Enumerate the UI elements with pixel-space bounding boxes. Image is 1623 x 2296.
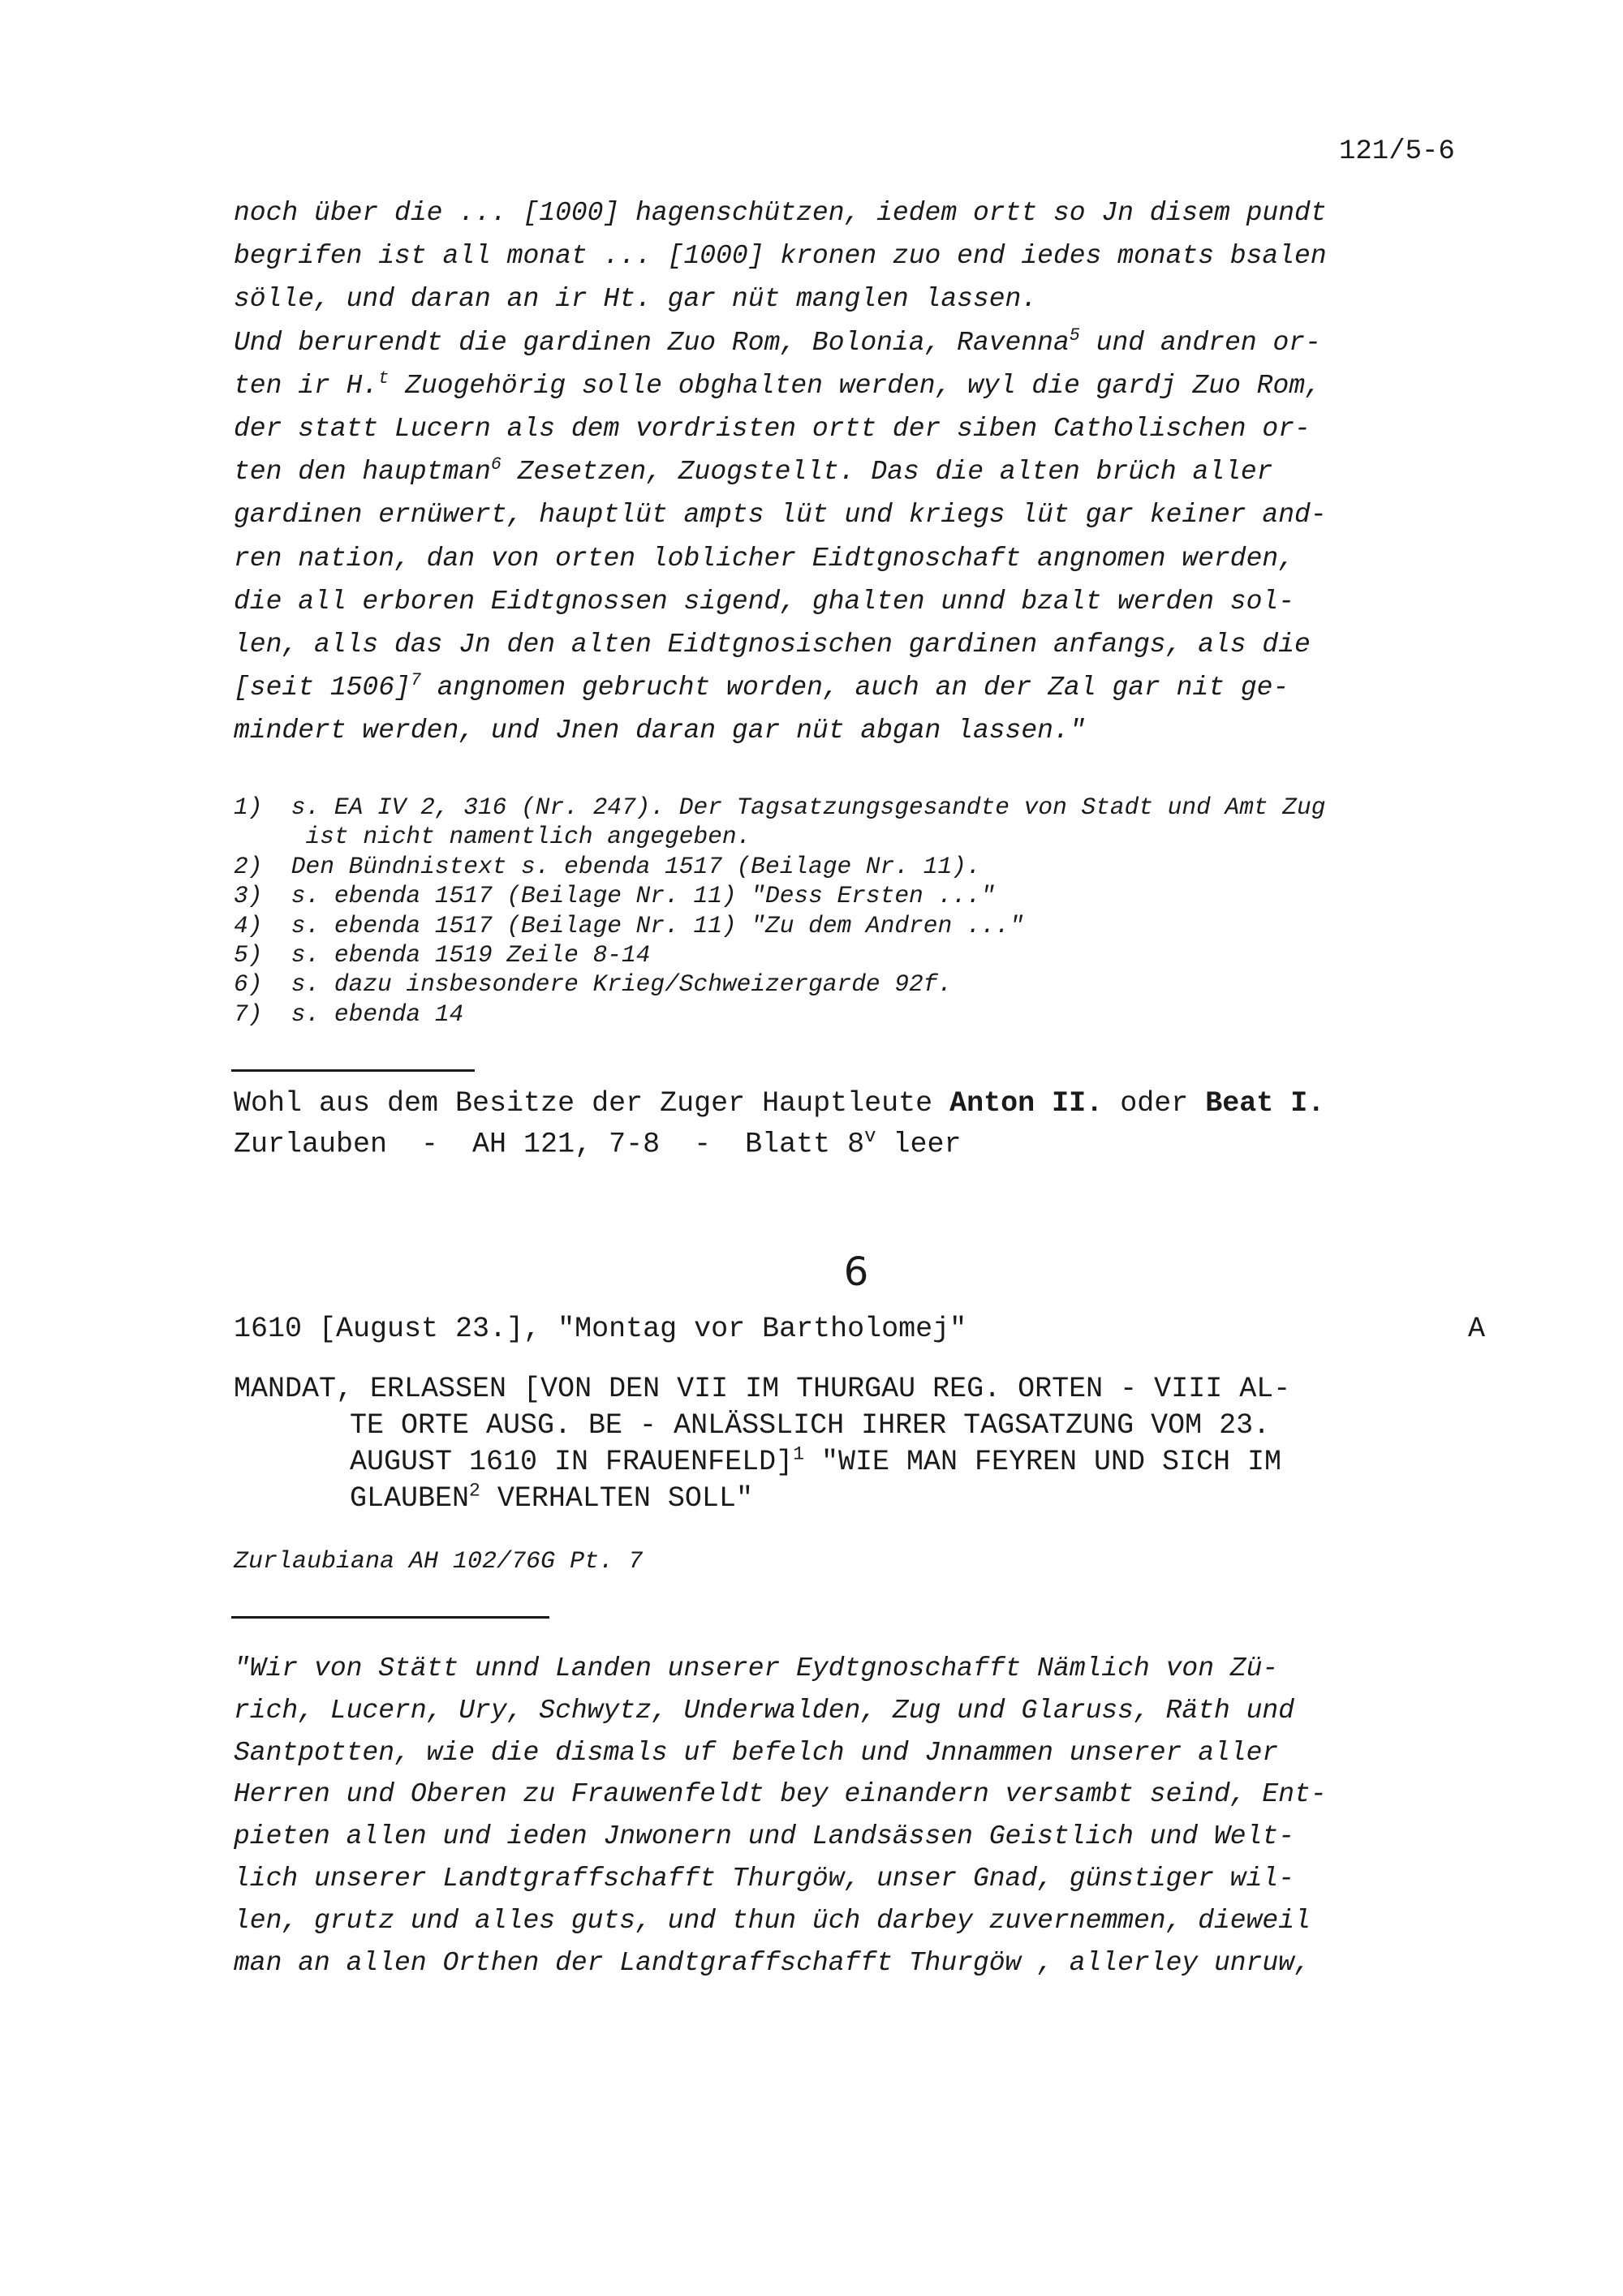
document-date: 1610 [August 23.], "Montag vor Bartholomej" xyxy=(234,1313,967,1345)
text-line xyxy=(234,368,1321,401)
text-line: lich unserer Landtgraffschafft Thurgöw, unser Gnad, günstiger wil- xyxy=(234,1864,1295,1894)
text-segment: len, alls das Jn den alten Eidtgnosischen gardinen anfangs, als die xyxy=(234,630,1311,660)
text-segment: MANDAT, ERLASSEN [VON DEN VII IM THURGAU REG. ORTEN - VIII AL- xyxy=(234,1373,1291,1405)
text-line xyxy=(234,454,1273,488)
text-line xyxy=(234,716,1086,746)
text-segment: angnomen gebrucht worden, auch an der Zal gar nit ge- xyxy=(420,673,1289,703)
archive-note: leer xyxy=(876,1128,962,1161)
footnote-line: 6) s. dazu insbesondere Krieg/Schweizergarde 92f. xyxy=(234,970,953,999)
text-segment: Und berurendt die gardinen Zuo Rom, Bolonia, Ravenna xyxy=(234,327,1070,358)
text-line xyxy=(234,198,1327,228)
title-line xyxy=(234,1373,1290,1405)
text-line xyxy=(234,284,1037,314)
text-segment: Zesetzen, Zuogstellt. Das die alten brüch aller xyxy=(501,457,1273,488)
document-source: Zurlaubiana AH 102/76G Pt. 7 xyxy=(234,1548,644,1576)
text-line: rich, Lucern, Ury, Schwytz, Underwalden, Zug und Glaruss, Räth und xyxy=(234,1695,1295,1726)
text-line: "Wir von Stätt unnd Landen unserer Eydtgnoschafft Nämlich von Zü- xyxy=(234,1653,1279,1683)
footnote-line: 1) s. EA IV 2, 316 (Nr. 247). Der Tagsatzungsgesandte von Stadt und Amt Zug xyxy=(234,793,1326,821)
archive-reference: Zurlauben - AH 121, 7-8 - Blatt 8 xyxy=(234,1128,865,1161)
text-segment: ten ir H. xyxy=(234,370,379,401)
text-segment: die all erboren Eidtgnossen sigend, ghalten unnd bzalt werden sol- xyxy=(234,586,1295,617)
text-segment: "WIE MAN FEYREN UND SICH IM xyxy=(803,1446,1282,1478)
footnote-line: 3) s. ebenda 1517 (Beilage Nr. 11) "Dess Ersten ..." xyxy=(234,882,996,910)
person-name: Anton II. xyxy=(949,1087,1104,1120)
footnote-line: ist nicht namentlich angegeben. xyxy=(234,823,751,851)
document-classification: A xyxy=(1467,1313,1485,1345)
text-line xyxy=(234,544,1294,574)
text-line xyxy=(234,500,1327,530)
provenance-line-2 xyxy=(234,1126,962,1161)
text-line: man an allen Orthen der Landtgraffschafft Thurgöw , allerley unruw, xyxy=(234,1947,1311,1978)
text-segment: begrifen ist all monat ... [1000] kronen zuo end iedes monats bsalen xyxy=(234,241,1327,272)
folio-superscript: v xyxy=(864,1126,876,1148)
text-segment: GLAUBEN xyxy=(350,1482,470,1515)
title-line xyxy=(350,1482,753,1515)
footnote-marker: 6 xyxy=(490,454,502,475)
text-line: len, grutz und alles guts, und thun üch darbey zuvernemmen, dieweil xyxy=(234,1905,1311,1936)
text-line xyxy=(234,241,1327,271)
text-segment: gardinen ernüwert, hauptlüt ampts lüt und kriegs lüt gar keiner and- xyxy=(234,500,1327,531)
text-segment: noch über die ... [1000] hagenschützen, iedem ortt so Jn disem pundt xyxy=(234,198,1327,228)
footnote-marker: 7 xyxy=(410,670,421,691)
title-line xyxy=(350,1443,1282,1478)
text-segment: der statt Lucern als dem vordristen ortt der siben Catholischen or- xyxy=(234,414,1311,444)
text-segment: [seit 1506] xyxy=(234,673,411,703)
footnote-marker: 2 xyxy=(469,1480,480,1502)
text-segment: AUGUST 1610 IN FRAUENFELD] xyxy=(350,1446,794,1478)
separator-rule xyxy=(231,1616,549,1619)
text-line xyxy=(234,670,1289,703)
text-line xyxy=(234,325,1321,358)
text-segment: und andren or- xyxy=(1079,327,1321,358)
text-segment: Zuogehörig solle obghalten werden, wyl die gardj Zuo Rom, xyxy=(389,370,1321,401)
provenance-text: Wohl aus dem Besitze der Zuger Hauptleute xyxy=(234,1087,950,1120)
footnote-marker: 5 xyxy=(1069,325,1080,346)
footnote-marker: 1 xyxy=(793,1443,804,1465)
footnote-line: 5) s. ebenda 1519 Zeile 8-14 xyxy=(234,941,651,969)
page-number: 121/5-6 xyxy=(1339,136,1455,167)
footnote-line: 7) s. ebenda 14 xyxy=(234,1000,464,1028)
text-line: Santpotten, wie die dismals uf befelch und Jnnammen unserer aller xyxy=(234,1737,1279,1768)
footnote-line: 2) Den Bündnistext s. ebenda 1517 (Beilage Nr. 11). xyxy=(234,852,981,880)
text-segment: VERHALTEN SOLL" xyxy=(480,1482,753,1515)
person-name: Beat I. xyxy=(1205,1087,1325,1120)
text-segment: sölle, und daran an ir Ht. gar nüt manglen lassen. xyxy=(234,284,1038,315)
document-number: 6 xyxy=(843,1249,869,1295)
text-line: Herren und Oberen zu Frauwenfeldt bey einandern versambt seind, Ent- xyxy=(234,1779,1327,1810)
text-line xyxy=(234,630,1311,660)
provenance-connector: oder xyxy=(1103,1087,1206,1120)
title-line xyxy=(350,1409,1270,1442)
text-line xyxy=(234,414,1311,444)
text-line: pieten allen und ieden Jnwonern und Landsässen Geistlich und Welt- xyxy=(234,1821,1295,1852)
text-segment: ten den hauptman xyxy=(234,457,491,488)
provenance-line-1 xyxy=(234,1087,1324,1120)
separator-rule xyxy=(231,1069,475,1072)
text-segment: ren nation, dan von orten loblicher Eidtgnoschaft angnomen werden, xyxy=(234,543,1295,574)
footnote-marker: t xyxy=(378,368,390,389)
text-segment: TE ORTE AUSG. BE - ANLÄSSLICH IHRER TAGSATZUNG VOM 23. xyxy=(350,1409,1271,1442)
text-segment: mindert werden, und Jnen daran gar nüt abgan lassen." xyxy=(234,716,1086,746)
footnote-line: 4) s. ebenda 1517 (Beilage Nr. 11) "Zu dem Andren ..." xyxy=(234,911,1024,939)
text-line xyxy=(234,587,1294,617)
